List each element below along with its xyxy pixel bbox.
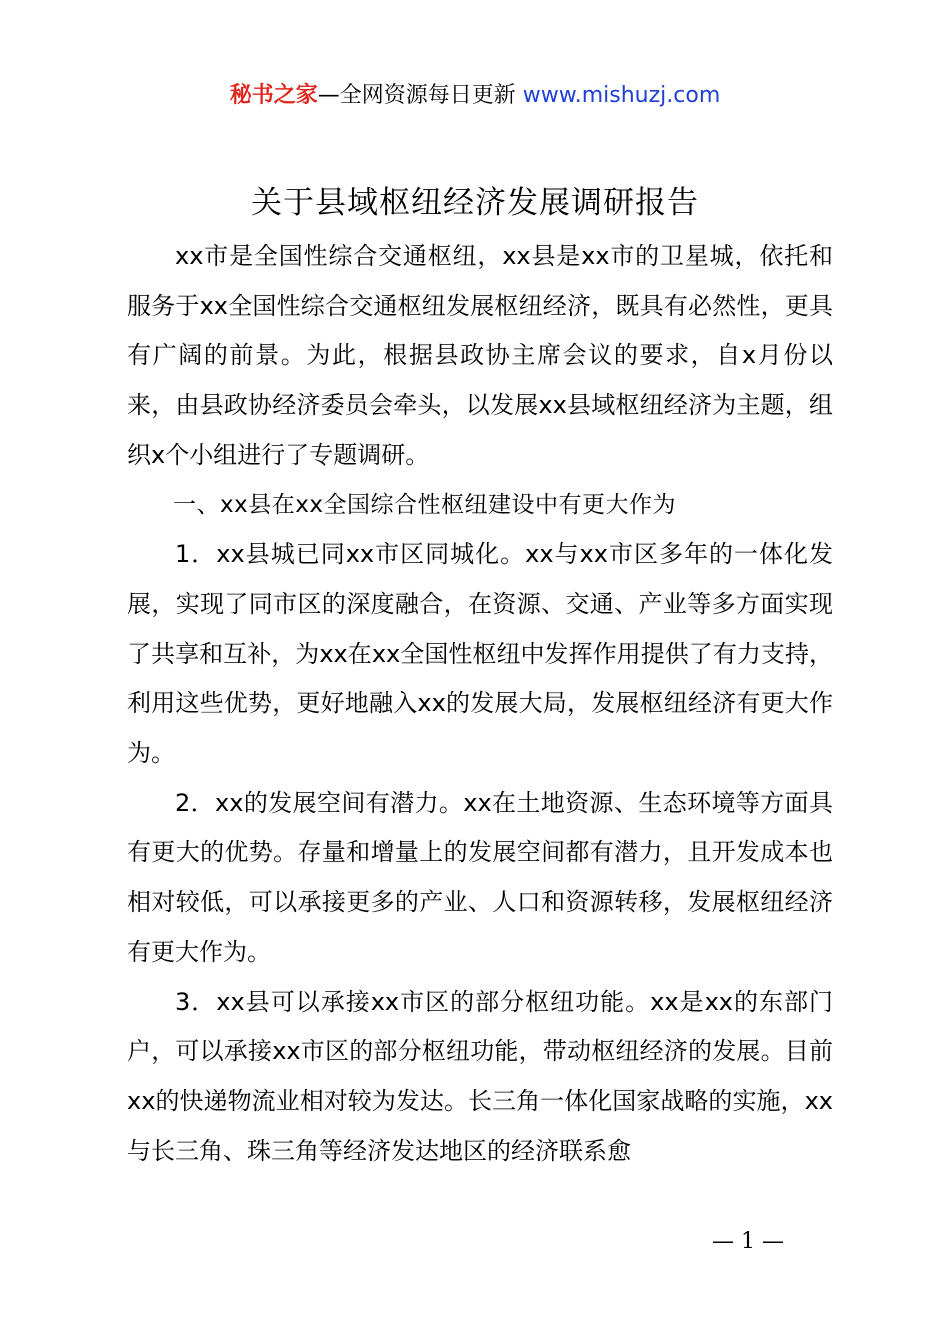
site-url-link[interactable]: www.mishuzj.com [522, 83, 721, 108]
page-number: — 1 — [712, 1229, 784, 1254]
document-body [127, 232, 833, 1176]
header-tagline: —全网资源每日更新 [317, 83, 523, 108]
document-title: 关于县域枢纽经济发展调研报告 [251, 185, 699, 221]
point-paragraph-1: 1．xx县城已同xx市区同城化。xx与xx市区多年的一体化发展，实现了同市区的深度融合，在资源、交通、产业等多方面实现了共享和互补，为xx在xx全国性枢纽中发挥作用提供了有力支持，利用这些优势，更好地融入xx的发展大局，发展枢纽经济有更大作为。 [127, 540, 833, 768]
point-paragraph-3: 3．xx县可以承接xx市区的部分枢纽功能。xx是xx的东部门户，可以承接xx市区的部分枢纽功能，带动枢纽经济的发展。目前xx的快递物流业相对较为发达。长三角一体化国家战略的实施，xx与长三角、珠三角等经济发达地区的经济联系愈 [127, 987, 833, 1165]
section-heading: 一、xx县在xx全国综合性枢纽建设中有更大作为 [173, 491, 676, 518]
brand-name: 秘书之家 [229, 83, 318, 108]
site-header [0, 80, 950, 112]
point-paragraph-2: 2．xx的发展空间有潜力。xx在土地资源、生态环境等方面具有更大的优势。存量和增量上的发展空间都有潜力，且开发成本也相对较低，可以承接更多的产业、人口和资源转移，发展枢纽经济有更大作为。 [127, 788, 833, 966]
intro-paragraph: xx市是全国性综合交通枢纽，xx县是xx市的卫星城，依托和服务于xx全国性综合交通枢纽发展枢纽经济，既具有必然性，更具有广阔的前景。为此，根据县政协主席会议的要求，自x月份以来，由县政协经济委员会牵头，以发展xx县域枢纽经济为主题，组织x个小组进行了专题调研。 [127, 242, 833, 469]
